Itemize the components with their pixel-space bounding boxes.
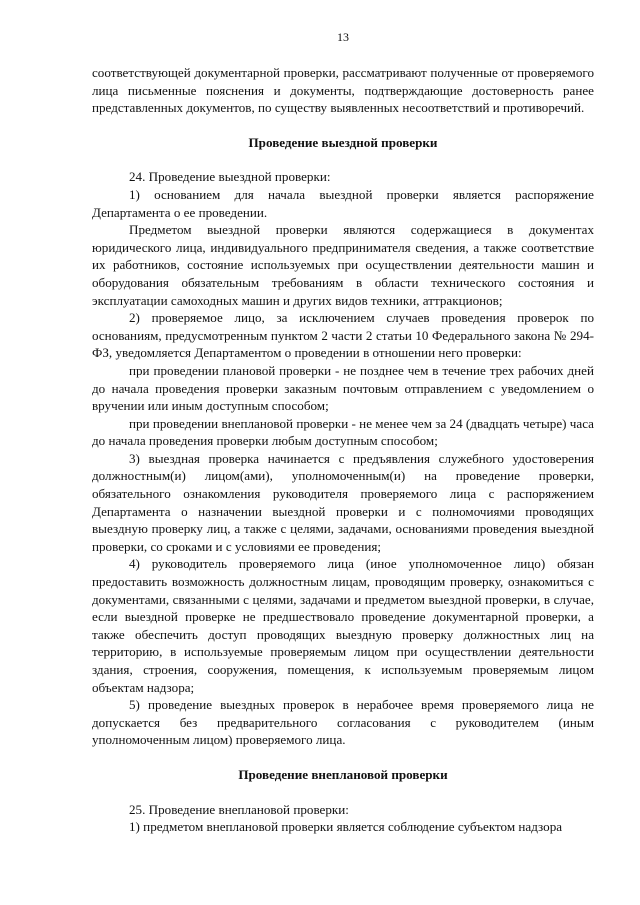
paragraph-24-subject: Предметом выездной проверки являются содержащиеся в документах юридического лица, индивидуального предпринимателя сведения, а также соответствие их работников, состояние используемых при осуществлении деятельности машин и оборудования обязательным требованиям в области технического состояния и эксплуатации самоходных машин и других видов техники, аттракционов; [92,222,594,308]
paragraph-24-item-3: 3) выездная проверка начинается с предъявления служебного удостоверения должностным(и) лицом(ами), уполномоченным(и) на проведение проверки, обязательного ознакомления руководителя проверяемого лица с распоряжением Департамента о назначении выездной проверки и с полномочиями проводящих выездную проверку лиц, а также с целями, задачами, основаниями проведения выездной проверки, со сроками и с условиями ее проведения; [92,450,594,554]
paragraph-24-item-1: 1) основанием для начала выездной проверки является распоряжение Департамента о ее проведении. [92,186,594,220]
section-heading-unscheduled-inspection: Проведение внеплановой проверки [238,766,448,782]
intro-paragraph: соответствующей документарной проверки, рассматривают полученные от проверяемого лица письменные пояснения и документы, подтверждающие достоверность ранее представленных документов, по существу выявленных несоответствий и противоречий. [92,65,594,116]
paragraph-24-title: 24. Проведение выездной проверки: [129,169,331,185]
paragraph-24-item-4: 4) руководитель проверяемого лица (иное уполномоченное лицо) обязан предоставить возможность должностным лицам, проводящим проверку, ознакомиться с документами, связанными с целями, задачами и предметом выездной проверки, в случае, если выездной проверке не предшествовало проведение документарной проверки, а также обеспечить доступ проводящих выездную проверку должностных лиц на территорию, в используемые проверяемым лицом при осуществлении деятельности здания, строения, сооружения, помещения, к используемым проверяемым лицом объектам надзора; [92,556,594,695]
page-number: 13 [337,30,349,44]
paragraph-25-item-1: 1) предметом внеплановой проверки является соблюдение субъектом надзора [129,819,563,835]
paragraph-24-item-5: 5) проведение выездных проверок в нерабочее время проверяемого лица не допускается без предварительного согласования с руководителем (иным уполномоченным лицом) проверяемого лица. [92,697,594,748]
section-heading-onsite-inspection: Проведение выездной проверки [248,134,438,150]
paragraph-24-scheduled-notice: при проведении плановой проверки - не позднее чем в течение трех рабочих дней до начала проведения проверки заказным почтовым отправлением с уведомлением о вручении или иным доступным способом; [92,362,594,414]
paragraph-25-title: 25. Проведение внеплановой проверки: [129,801,349,817]
paragraph-24-item-2: 2) проверяемое лицо, за исключением случаев проведения проверок по основаниям, предусмотренным пунктом 2 части 2 статьи 10 Федерального закона № 294-ФЗ, уведомляется Департаментом о проведении в отношении него проверки: [92,310,594,361]
document-page [92,30,594,836]
paragraph-24-unscheduled-notice: при проведении внеплановой проверки - не менее чем за 24 (двадцать четыре) часа до начала проведения проверки любым доступным способом; [92,415,594,449]
